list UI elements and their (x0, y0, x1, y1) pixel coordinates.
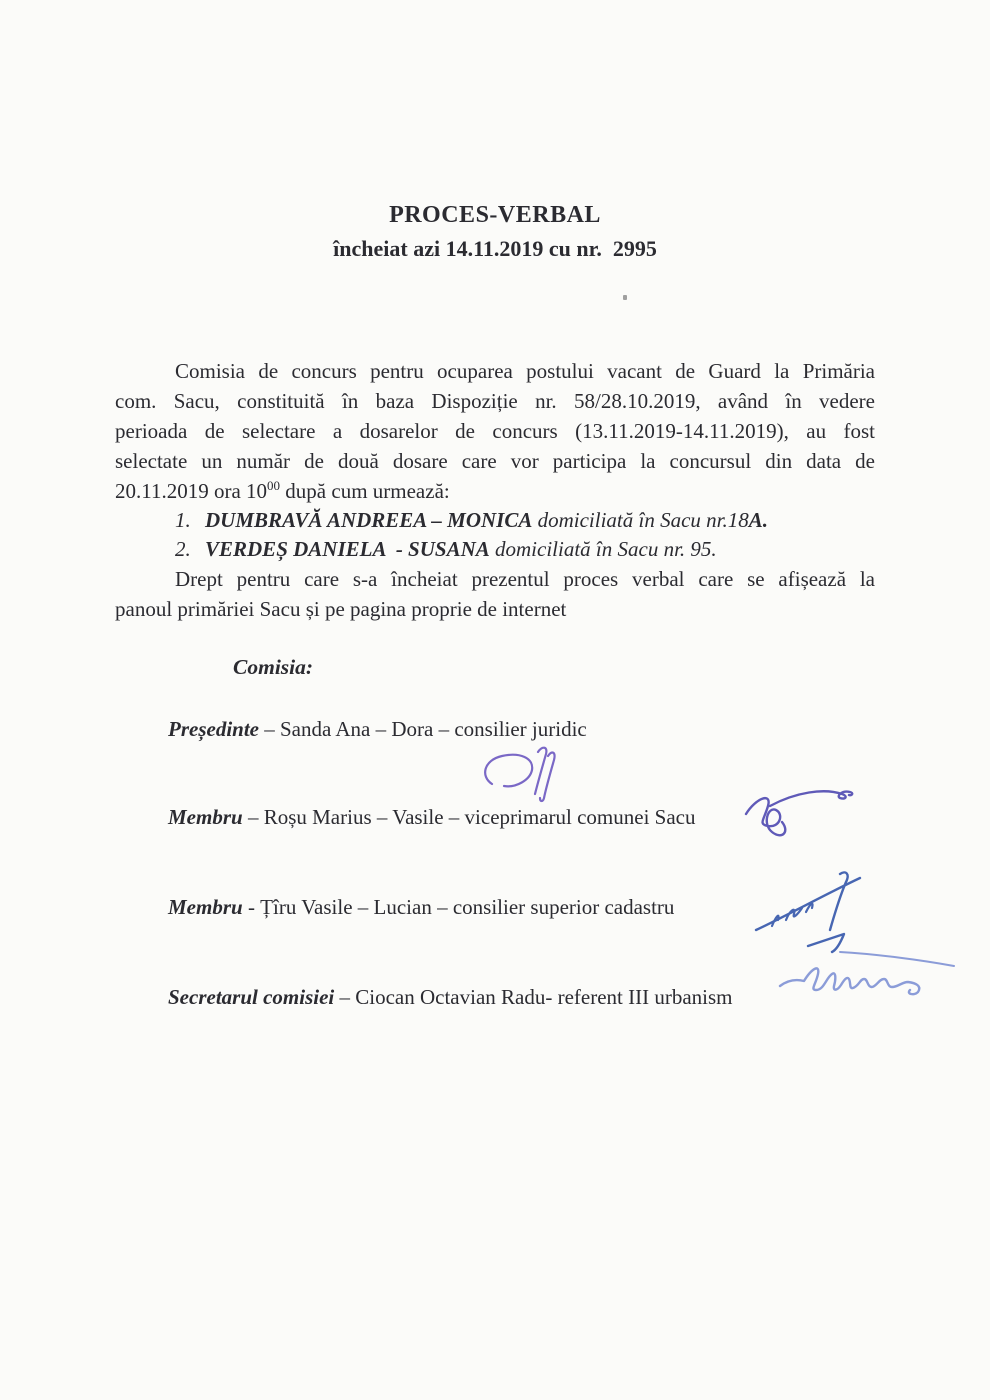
paragraph-line: perioada de selectare a dosarelor de concurs (13.11.2019-14.11.2019), au fost (115, 419, 875, 443)
signature-secretar-handwriting (776, 946, 961, 1008)
paragraph-line: panoul primăriei Sacu și pe pagina proprie de internet (115, 597, 567, 621)
document-subtitle: încheiat azi 14.11.2019 cu nr. 2995 (333, 236, 657, 261)
signature-viceprimar-handwriting (736, 780, 861, 850)
time-text: 20.11.2019 ora 10 (115, 479, 268, 503)
member-details: - Țîru Vasile – Lucian – consilier superior cadastru (242, 895, 675, 919)
paragraph-line: com. Sacu, constituită în baza Dispoziție nr. 58/28.10.2019, având în vedere (115, 389, 875, 413)
member-role: Membru (168, 895, 243, 919)
paragraph-text: după cum urmează: (280, 479, 450, 503)
member-details: – Roșu Marius – Vasile – viceprimarul comunei Sacu (242, 805, 696, 829)
list-number: 2. (175, 537, 191, 561)
list-number: 1. (175, 508, 191, 532)
document-title: PROCES-VERBAL (389, 202, 601, 228)
committee-member-presedinte (168, 716, 587, 742)
candidate-list-item (115, 535, 875, 564)
member-role: Secretarul comisiei (168, 985, 335, 1009)
candidate-name: VERDEȘ DANIELA - SUSANA (205, 537, 490, 561)
candidate-address: domiciliată în Sacu nr.18 (532, 508, 749, 532)
scan-speck (623, 295, 627, 300)
paragraph-line: Comisia de concurs pentru ocuparea postului vacant de Guard la Primăria (175, 359, 875, 383)
document-body (115, 356, 875, 624)
member-role: Președinte (168, 717, 259, 741)
candidate-address-end: A. (748, 508, 769, 532)
paragraph-line: selectate un număr de două dosare care vor participa la concursul din data de (115, 449, 875, 473)
candidate-address: domiciliată în Sacu nr. 95. (489, 537, 717, 561)
paragraph-line (115, 476, 875, 506)
candidate-list-item (115, 506, 875, 535)
signature-cadastru-handwriting (752, 868, 867, 956)
member-details: – Ciocan Octavian Radu- referent III urbanism (334, 985, 733, 1009)
committee-member-secretar (168, 984, 733, 1010)
committee-member-cadastru (168, 894, 674, 920)
member-details: – Sanda Ana – Dora – consilier juridic (258, 717, 587, 741)
time-superscript: 00 (267, 478, 281, 493)
member-role: Membru (168, 805, 243, 829)
committee-heading: Comisia: (233, 655, 314, 679)
signature-presedinte-handwriting (478, 744, 578, 806)
paragraph-line: Drept pentru care s-a încheiat prezentul proces verbal care se afișează la (175, 567, 875, 591)
candidate-name: DUMBRAVĂ ANDREEA – MONICA (205, 508, 533, 532)
committee-member-viceprimar (168, 804, 695, 830)
